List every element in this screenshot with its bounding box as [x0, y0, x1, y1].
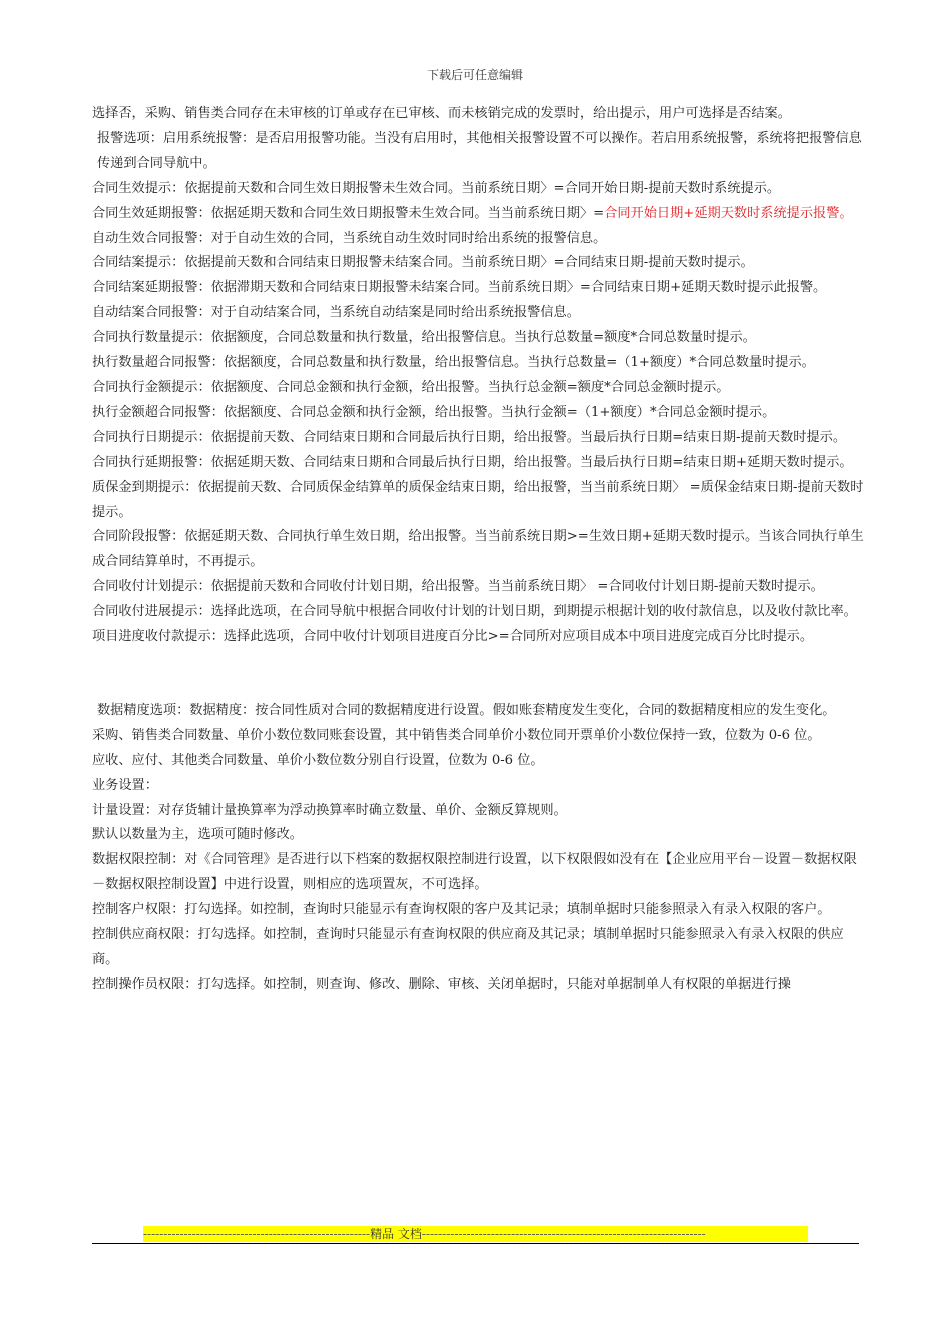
paragraph: 合同执行数量提示：依据额度，合同总数量和执行数量，给出报警信息。当执行总数量=额度*合同总数量时提示。 [92, 330, 756, 346]
paragraph: 质保金到期提示：依据提前天数、合同质保金结算单的质保金结束日期，给出报警，当当前系统日期〉 =质保金结束日期-提前天数时提示。 [92, 479, 864, 520]
footer-label: 精品 文档 [370, 1227, 422, 1241]
paragraph: 报警选项：启用系统报警：是否启用报警功能。当没有启用时，其他相关报警设置不可以操作。若启用系统报警，系统将把报警信息传递到合同导航中。 [97, 130, 862, 171]
paragraph: 自动生效合同报警：对于自动生效的合同，当系统自动生效时同时给出系统的报警信息。 [92, 230, 607, 246]
paragraph: 合同执行金额提示：依据额度、合同总金额和执行金额，给出报警。当执行总金额=额度*合同总金额时提示。 [92, 379, 730, 395]
paragraph: 自动结案合同报警：对于自动结案合同，当系统自动结案是同时给出系统报警信息。 [92, 305, 580, 321]
paragraph: 执行金额超合同报警：依据额度、合同总金额和执行金额，给出报警。当执行金额=（1+额度）*合同总金额时提示。 [92, 404, 776, 420]
paragraph: 选择否，采购、销售类合同存在未审核的订单或存在已审核、而未核销完成的发票时，给出提示，用户可选择是否结案。 [92, 106, 791, 121]
paragraph: 控制操作员权限：打勾选择。如控制，则查询、修改、删除、审核、关闭单据时，只能对单据制单人有权限的单据进行操 [92, 976, 791, 992]
paragraph: 采购、销售类合同数量、单价小数位数同账套设置，其中销售类合同单价小数位同开票单价小数位保持一致，位数为 0-6 位。 [92, 727, 821, 743]
footer-dashes-right: ---------------------------------------------------------------------- [421, 1227, 706, 1241]
paragraph: 数据精度选项：数据精度：按合同性质对合同的数据精度进行设置。假如账套精度发生变化，合同的数据精度相应的发生变化。 [97, 702, 836, 718]
highlighted-text: 合同开始日期+延期天数时系统提示报警。 [604, 205, 853, 221]
footer-banner [143, 1226, 808, 1242]
paragraph-text: 合同生效延期报警：依据延期天数和合同生效日期报警未生效合同。当当前系统日期〉= [92, 205, 605, 221]
paragraph: 项目进度收付款提示：选择此选项，合同中收付计划项目进度百分比>=合同所对应项目成本中项目进度完成百分比时提示。 [92, 629, 814, 645]
paragraph: 合同结案提示：依据提前天数和合同结束日期报警未结案合同。当前系统日期〉=合同结束日期-提前天数时提示。 [92, 255, 754, 271]
paragraph: 合同执行日期提示：依据提前天数、合同结束日期和合同最后执行日期，给出报警。当最后执行日期=结束日期-提前天数时提示。 [92, 429, 847, 445]
footer-rule [92, 1243, 859, 1244]
paragraph: 合同收付计划提示：依据提前天数和合同收付计划日期，给出报警。当当前系统日期〉 =合同收付计划日期-提前天数时提示。 [92, 579, 824, 595]
paragraph: 计量设置：对存货辅计量换算率为浮动换算率时确立数量、单价、金额反算规则。 [92, 802, 567, 818]
paragraph: 合同结案延期报警：依据滞期天数和合同结束日期报警未结案合同。当前系统日期〉=合同结束日期+延期天数时提示此报警。 [92, 280, 827, 296]
paragraph: 合同收付进展提示：选择此选项，在合同导航中根据合同收付计划的计划日期，到期提示根据计划的收付款信息，以及收付款比率。 [92, 604, 857, 620]
paragraph: 合同生效提示：依据提前天数和合同生效日期报警未生效合同。当前系统日期〉=合同开始日期-提前天数时系统提示。 [92, 180, 781, 196]
footer-dashes-left: -------------------------------------------------------- [143, 1227, 371, 1241]
paragraph: 控制客户权限：打勾选择。如控制，查询时只能显示有查询权限的客户及其记录；填制单据时只能参照录入有录入权限的客户。 [92, 902, 831, 918]
page-header: 下载后可任意编辑 [426, 68, 523, 82]
paragraph: 默认以数量为主，选项可随时修改。 [92, 827, 303, 843]
paragraph: 控制供应商权限：打勾选择。如控制，查询时只能显示有查询权限的供应商及其记录；填制单据时只能参照录入有录入权限的供应商。 [92, 927, 844, 967]
paragraph: 合同阶段报警：依据延期天数、合同执行单生效日期，给出报警。当当前系统日期>=生效日期+延期天数时提示。当该合同执行单生成合同结算单时，不再提示。 [92, 529, 864, 570]
paragraph: 应收、应付、其他类合同数量、单价小数位数分别自行设置，位数为 0-6 位。 [92, 752, 544, 768]
section-gap [92, 650, 864, 699]
paragraph: 合同执行延期报警：依据延期天数、合同结束日期和合同最后执行日期，给出报警。当最后执行日期=结束日期+延期天数时提示。 [92, 454, 853, 470]
paragraph: 业务设置： [92, 777, 158, 793]
paragraph: 执行数量超合同报警：依据额度，合同总数量和执行数量，给出报警信息。当执行总数量=（1+额度）*合同总数量时提示。 [92, 355, 815, 371]
paragraph: 数据权限控制：对《合同管理》是否进行以下档案的数据权限控制进行设置，以下权限假如没有在【企业应用平台－设置－数据权限－数据权限控制设置】中进行设置，则相应的选项置灰，不可选择。 [92, 852, 857, 893]
paragraph [92, 202, 864, 227]
document-body [92, 102, 864, 998]
